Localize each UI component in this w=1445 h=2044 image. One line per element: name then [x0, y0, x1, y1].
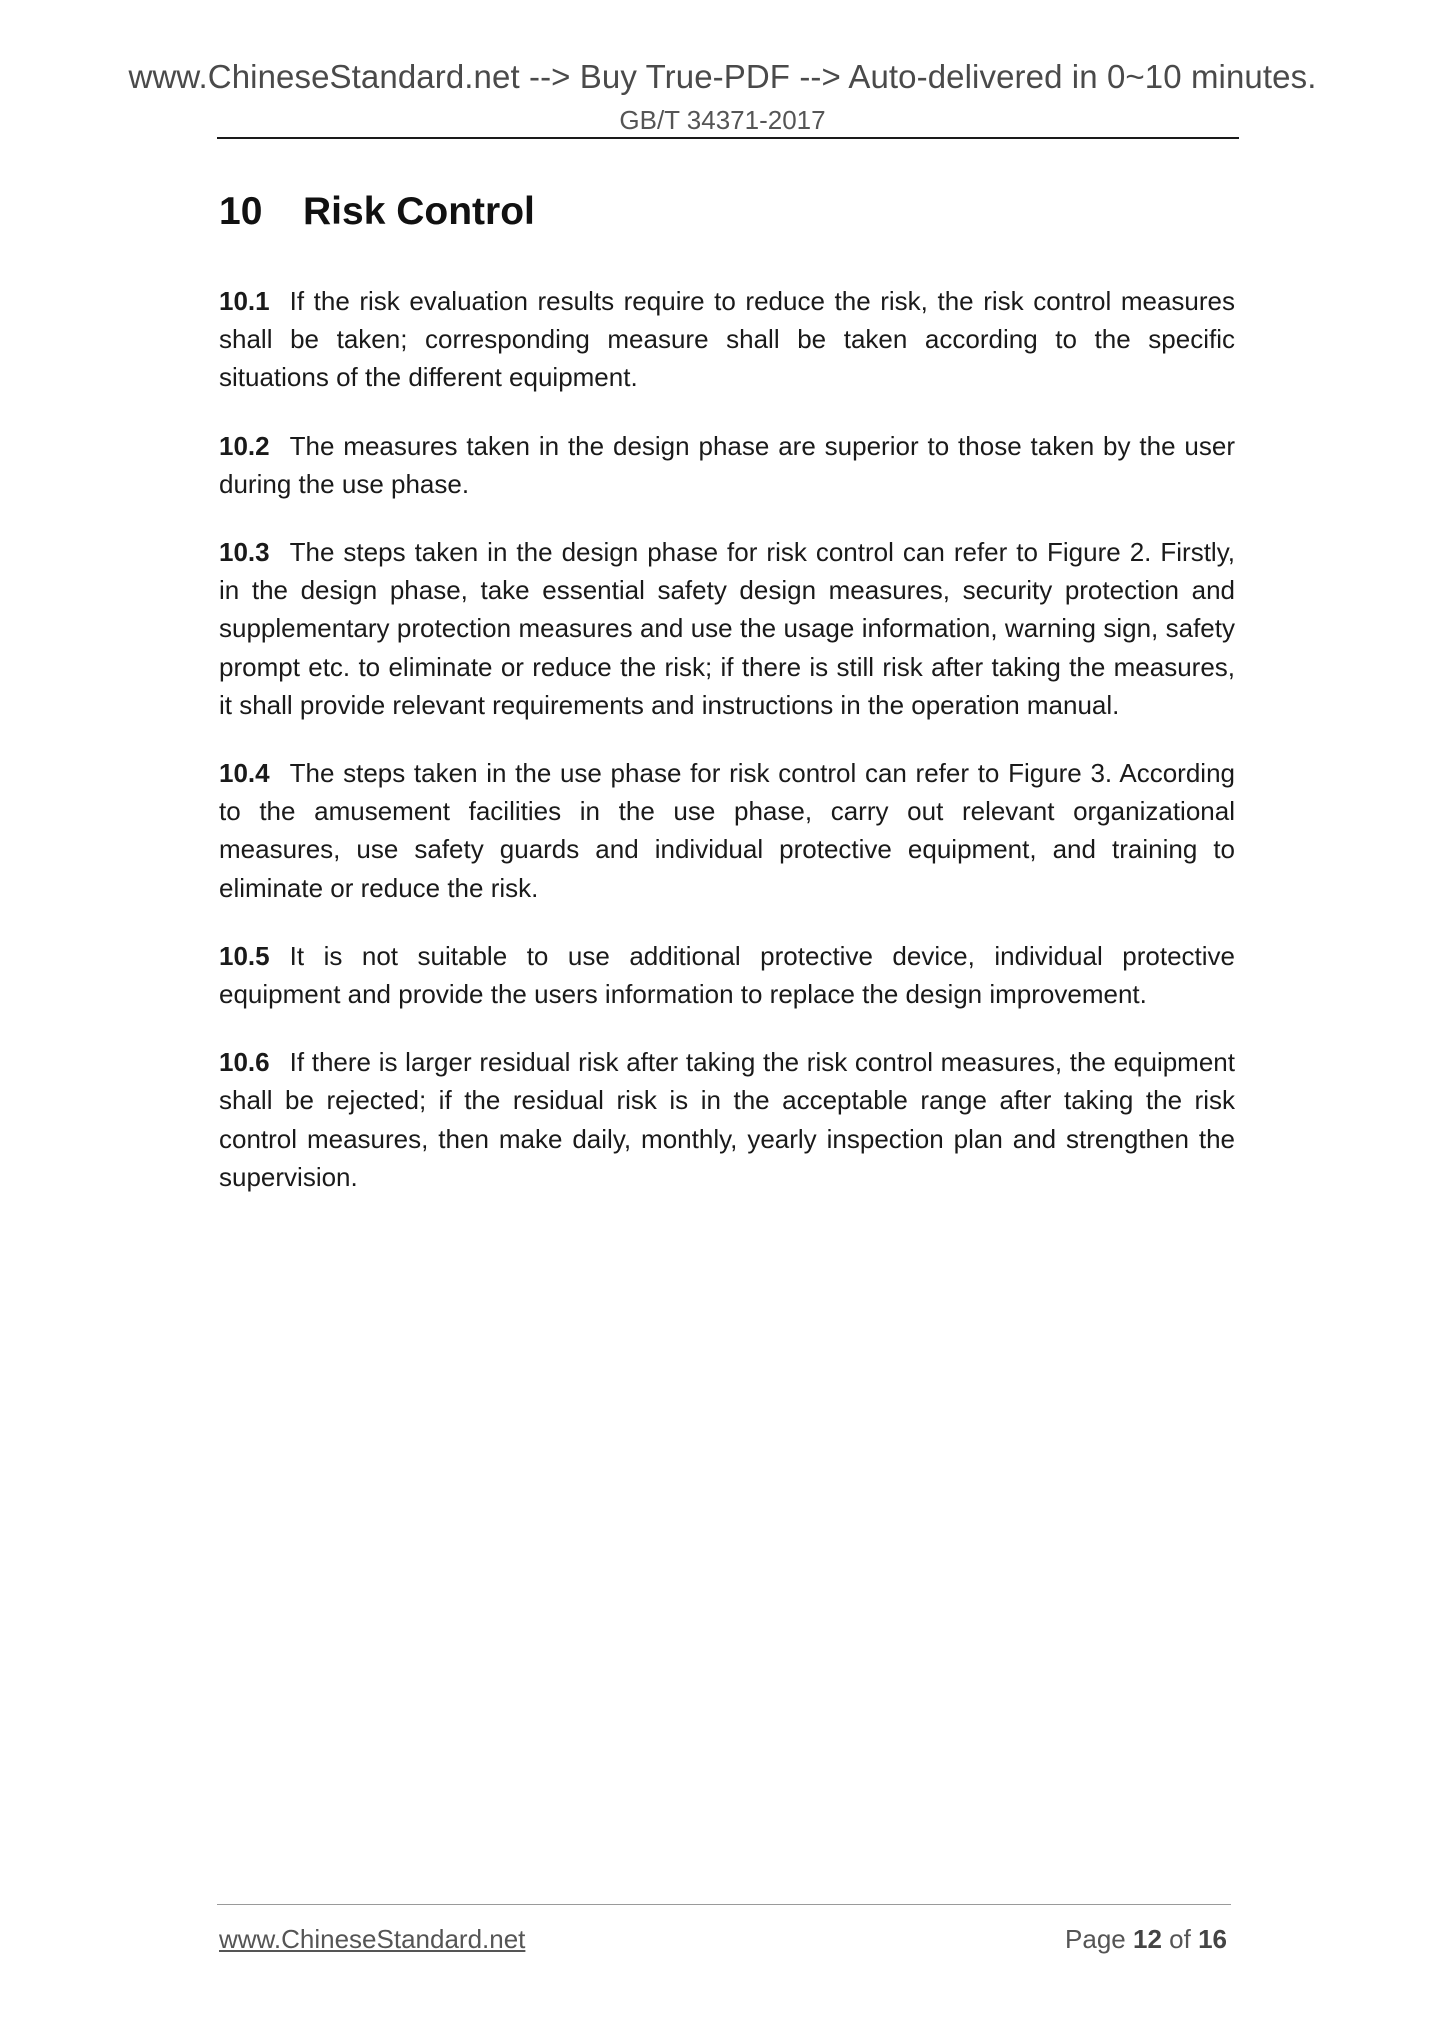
footer-divider: [217, 1904, 1231, 1905]
page-prefix: Page: [1065, 1924, 1126, 1954]
section-title: Risk Control: [303, 190, 535, 233]
page-indicator: [1065, 1924, 1227, 1955]
clause-text: The steps taken in the use phase for risk control can refer to Figure 3. According to the amusement facilities in the use phase, carry out relevant organizational measures, use safety guards and individual protective equipment, and training to eliminate or reduce the risk.: [219, 758, 1235, 903]
clause-text: If the risk evaluation results require to reduce the risk, the risk control measures shall be taken; corresponding measure shall be taken according to the specific situations of the different equipment.: [219, 286, 1235, 393]
page-current: 12: [1133, 1924, 1162, 1954]
clause-text: The measures taken in the design phase are superior to those taken by the user during the use phase.: [219, 430, 1235, 499]
clause-number: 10.6: [219, 1047, 270, 1078]
clause-number: 10.5: [219, 940, 270, 971]
clause-10-4: [219, 754, 1235, 907]
section-heading: [219, 190, 535, 234]
clause-number: 10.1: [219, 286, 270, 316]
clause-list: [219, 282, 1235, 1226]
clause-text: It is not suitable to use additional protective device, individual protective equipment and provide the users information to replace the design improvement.: [219, 940, 1235, 1010]
clause-number: 10.2: [219, 430, 270, 461]
clause-text: If there is larger residual risk after taking the risk control measures, the equipment shall be rejected; if the residual risk is in the acceptable range after taking the risk control measures, then make daily, monthly, yearly inspection plan and strengthen the supervision.: [219, 1047, 1235, 1192]
footer-site-link[interactable]: www.ChineseStandard.net: [219, 1924, 526, 1954]
page-of: of: [1169, 1924, 1191, 1954]
clause-10-3: [219, 533, 1235, 724]
clause-number: 10.4: [219, 758, 270, 789]
clause-number: 10.3: [219, 537, 270, 568]
clause-10-6: [219, 1043, 1235, 1196]
clause-text: The steps taken in the design phase for risk control can refer to Figure 2. Firstly, in the design phase, take essential safety design measures, security protection and supplementary protection measures and use the usage information, warning sign, safety prompt etc. to eliminate or reduce the risk; if there is still risk after taking the measures, it shall provide relevant requirements and instructions in the operation manual.: [219, 537, 1235, 720]
clause-10-2: [219, 427, 1235, 503]
standard-code: GB/T 34371-2017: [619, 105, 826, 135]
page-total: 16: [1198, 1924, 1227, 1954]
top-banner: www.ChineseStandard.net --> Buy True-PDF --> Auto-delivered in 0~10 minutes.: [128, 58, 1317, 95]
section-number: 10: [219, 190, 263, 233]
header-divider: [217, 137, 1239, 139]
clause-10-1: [219, 282, 1235, 397]
clause-10-5: [219, 937, 1235, 1013]
